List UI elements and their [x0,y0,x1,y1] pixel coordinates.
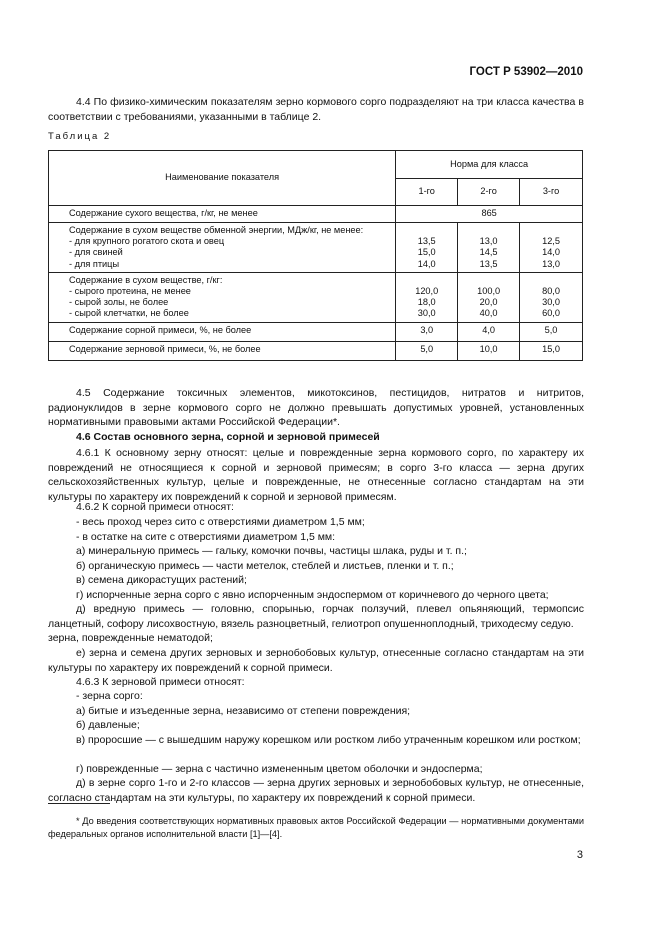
list-item: зерна, поврежденные нематодой; [48,632,213,644]
class-2-header: 2-го [458,179,520,206]
section-heading-4-6: 4.6 Состав основного зерна, сорной и зерновой примесей [76,431,380,443]
list-item: б) органическую примесь — части метелок, стеблей и листьев, пленки и т. п.; [76,560,454,572]
footnote-divider [48,803,110,804]
table-row: Содержание сорной примеси, %, не более 3,0 4,0 5,0 [49,322,583,341]
list-item: а) минеральную примесь — гальку, комочки почвы, частицы шлака, руды и т. п.; [76,545,467,557]
class-1-header: 1-го [396,179,458,206]
list-item: б) давленые; [76,719,140,731]
list-item: е) зерна и семена других зерновых и зернобобовых культур, отнесенные согласно стандартам на эти культуры по характеру их повреждений к сорной примеси. [48,647,584,674]
table-row: Содержание сухого вещества, г/кг, не менее 865 [49,206,583,223]
paragraph-4-6-3: 4.6.3 К зерновой примеси относят: [76,676,245,688]
list-item: д) вредную примесь — головню, спорынью, горчак ползучий, плевел опьяняющий, термопсис ланцетный, софору лисохвостную, вязель разноцветный, гелиотроп опушенноплодный, триходесму седую. [48,603,584,630]
list-item: - в остатке на сите с отверстиями диаметром 1,5 мм: [76,531,336,543]
list-item: д) в зерне сорго 1-го и 2-го классов — зерна других зерновых и зернобобовых культур, не отнесенные, согласно стандартам на эти культуры, по характеру их повреждений к сорной примеси. [48,777,584,804]
table-row: Содержание зерновой примеси, %, не более 5,0 10,0 15,0 [49,341,583,360]
paragraph-4-4: 4.4 По физико-химическим показателям зерно кормового сорго подразделяют на три класса качества в соответствии с требованиями, указанными в таблице 2. [48,96,584,123]
table-caption: Таблица 2 [48,131,112,142]
list-item: а) битые и изъеденные зерна, независимо от степени повреждения; [76,705,411,717]
list-item: в) проросшие — с вышедшим наружу корешком или ростком либо утраченным корешком или ростком; [76,734,581,746]
col-group-header: Норма для класса [396,151,583,179]
paragraph-4-6-1: 4.6.1 К основному зерну относят: целые и поврежденные зерна кормового сорго, по характеру их повреждений не относящиеся к сорной и зерновой примесям; в сорго 3-го класса — зерна других сельскохозяйственных культур, целые и поврежденные, не отнесенные согласно стандартам на эти культуры по характеру их повреждений к сорной и зерновой примесям. [48,447,584,503]
list-item: г) поврежденные — зерна с частично измененным цветом оболочки и эндосперма; [76,763,483,775]
footnote: * До введения соответствующих нормативных правовых актов Российской Федерации — нормативными документами федеральных органов исполнительной власти [1]—[4]. [48,816,584,839]
table-row: Содержание в сухом веществе обменной энергии, МДж/кг, не менее: - для крупного рогатого скота и овец - для свиней - для птицы 13,5 15,0 14,0 13,0 14,5 13,5 12,5 14,0 13,0 [49,223,583,273]
list-item: - зерна сорго: [76,690,143,702]
standard-code: ГОСТ Р 53902—2010 [469,66,583,78]
page-number: 3 [576,849,583,861]
class-3-header: 3-го [520,179,583,206]
col-name-header: Наименование показателя [49,151,396,206]
quality-table [48,150,583,361]
paragraph-4-5: 4.5 Содержание токсичных элементов, микотоксинов, пестицидов, нитратов и нитритов, радионуклидов в зерне кормового сорго не должно превышать допустимых уровней, установленных нормативными правовыми актами Российской Федерации*. [48,387,584,428]
list-item: - весь проход через сито с отверстиями диаметром 1,5 мм; [76,516,365,528]
table-row: Содержание в сухом веществе, г/кг: - сырого протеина, не менее - сырой золы, не более - сырой клетчатки, не более 120,0 18,0 30,0 100,0 20,0 40,0 80,0 30,0 60,0 [49,272,583,322]
paragraph-4-6-2: 4.6.2 К сорной примеси относят: [76,501,234,513]
list-item: г) испорченные зерна сорго с явно испорченным эндоспермом от коричневого до черного цвета; [76,589,549,601]
list-item: в) семена дикорастущих растений; [76,574,247,586]
